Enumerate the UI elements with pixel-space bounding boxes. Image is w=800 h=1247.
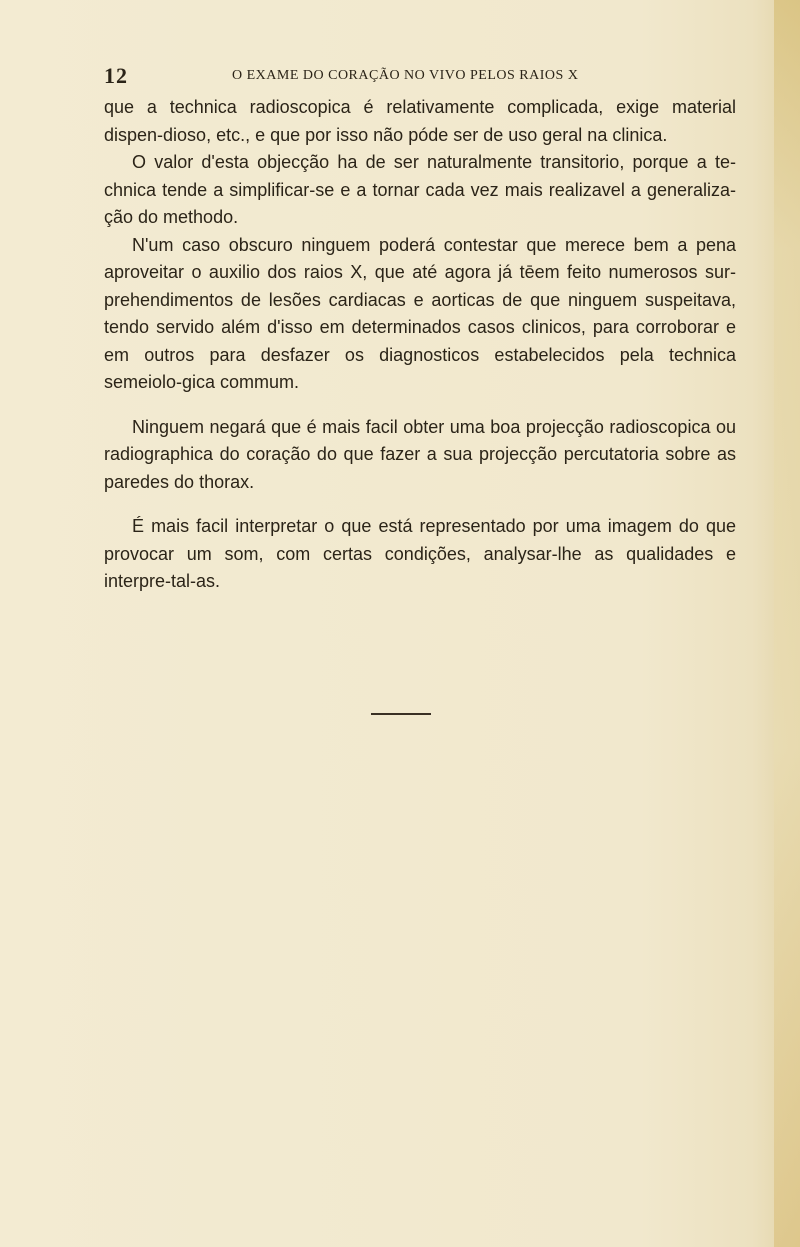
paragraph: O valor d'esta objecção ha de ser naturalmente transitorio, porque a te-chnica tende a simplificar-se e a tornar cada vez mais realizavel a generaliza-ção do methodo.	[104, 152, 736, 227]
section-divider	[371, 713, 431, 715]
paragraph: É mais facil interpretar o que está representado por uma imagem do que provocar um som, com certas condições, analysar-lhe as qualidades e interpre-tal-as.	[104, 516, 736, 591]
body-text	[104, 94, 736, 596]
paragraph-gap	[104, 397, 736, 414]
page-edge-stain	[774, 0, 800, 1247]
paragraph-gap	[104, 496, 736, 513]
page-number: 12	[104, 63, 128, 88]
running-title: O EXAME DO CORAÇÃO NO VIVO PELOS RAIOS X	[232, 68, 579, 83]
paragraph-continuation: que a technica radioscopica é relativamente complicada, exige material dispen-dioso, etc., e que por isso não póde ser de uso geral na clinica.	[104, 97, 736, 145]
paragraph: Ninguem negará que é mais facil obter uma boa projecção radioscopica ou radiographica do coração do que fazer a sua projecção percutatoria sobre as paredes do thorax.	[104, 416, 736, 492]
running-head	[104, 63, 624, 87]
paragraph: N'um caso obscuro ninguem poderá contestar que merece bem a pena aproveitar o auxilio dos raios X, que até agora já tēem feito numerosos sur-prehendimentos de lesões cardiacas e aorticas de que ninguem suspeitava, tendo servido além d'isso em determinados casos clinicos, para corroborar e em outros para desfazer os diagnosticos estabelecidos pela technica semeiolo-gica commum.	[104, 234, 736, 392]
